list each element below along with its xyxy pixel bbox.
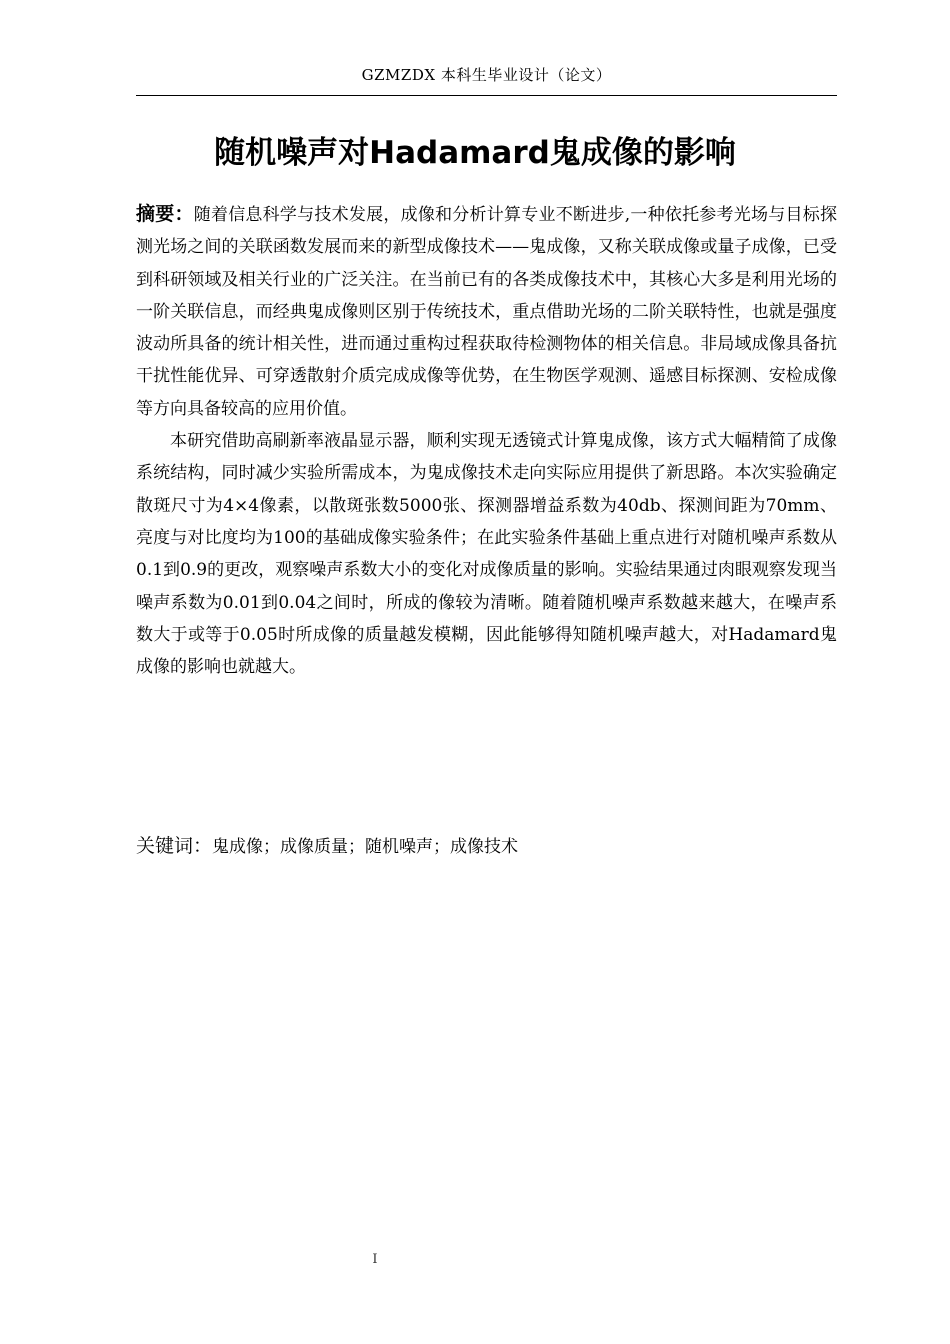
page-header: GZMZDX 本科生毕业设计（论文） bbox=[361, 66, 612, 84]
abstract-paragraph-1-text: 随着信息科学与技术发展，成像和分析计算专业不断进步,一种依托参考光场与目标探测光场之间的关联函数发展而来的新型成像技术——鬼成像，又称关联成像或量子成像，已受到科研领域及相关行业的广泛关注。在当前已有的各类成像技术中，其核心大多是利用光场的一阶关联信息，而经典鬼成像则区别于传统技术，重点借助光场的二阶关联特性，也就是强度波动所具备的统计相关性，进而通过重构过程获取待检测物体的相关信息。非局域成像具备抗干扰性能优异、可穿透散射介质完成成像等优势，在生物医学观测、遥感目标探测、安检成像等方向具备较高的应用价值。 bbox=[136, 205, 837, 419]
header-divider bbox=[136, 95, 837, 96]
keywords-section bbox=[136, 830, 837, 863]
abstract-section bbox=[136, 198, 837, 683]
keywords-label: 关键词： bbox=[136, 835, 213, 857]
abstract-label: 摘要： bbox=[136, 203, 194, 225]
abstract-paragraph-2: 本研究借助高刷新率液晶显示器，顺利实现无透镜式计算鬼成像，该方式大幅精简了成像系统结构，同时减少实验所需成本，为鬼成像技术走向实际应用提供了新思路。本次实验确定散斑尺寸为4×4像素，以散斑张数5000张、探测器增益系数为40db、探测间距为70mm、亮度与对比度均为100的基础成像实验条件；在此实验条件基础上重点进行对随机噪声系数从0.1到0.9的更改，观察噪声系数大小的变化对成像质量的影响。实验结果通过肉眼观察发现当噪声系数为0.01到0.04之间时，所成的像较为清晰。随着随机噪声系数越来越大，在噪声系数大于或等于0.05时所成像的质量越发模糊，因此能够得知随机噪声越大，对Hadamard鬼成像的影响也就越大。 bbox=[136, 431, 837, 678]
keywords-list: 鬼成像；成像质量；随机噪声；成像技术 bbox=[212, 837, 519, 857]
page-number: I bbox=[372, 1252, 378, 1267]
abstract-paragraph-1 bbox=[136, 198, 837, 425]
document-title: 随机噪声对Hadamard鬼成像的影响 bbox=[214, 135, 736, 171]
